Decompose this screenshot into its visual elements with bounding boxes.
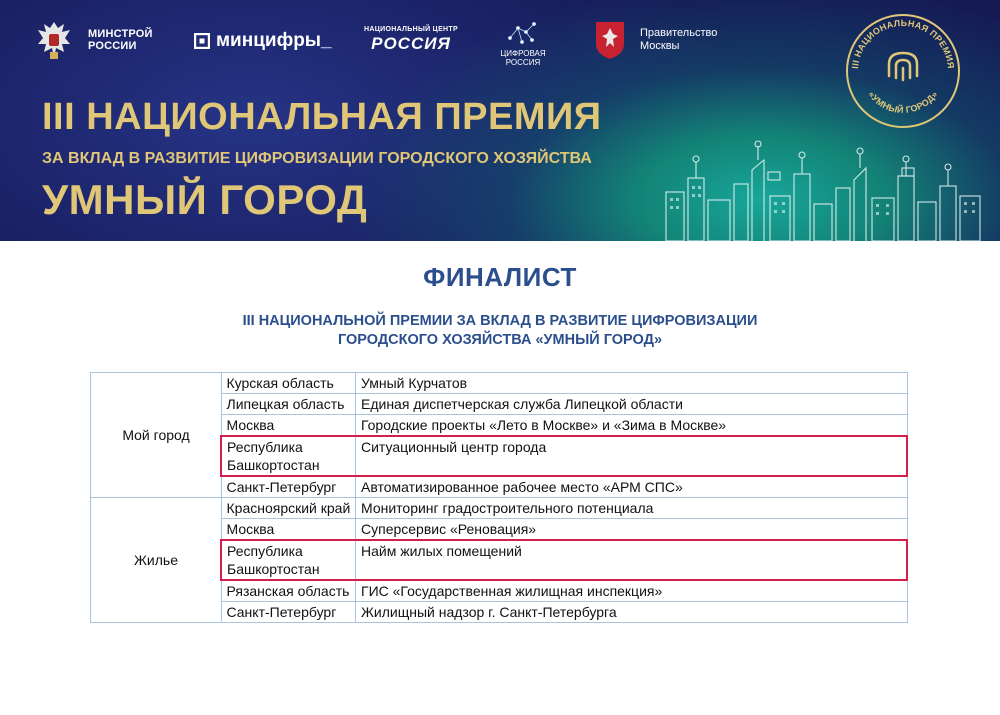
project-cell: Единая диспетчерская служба Липецкой области (356, 394, 908, 415)
table-row (91, 498, 908, 519)
coat-of-arms-icon (34, 18, 74, 62)
region-cell: Липецкая область (221, 394, 356, 415)
banner-subtitle: ЗА ВКЛАД В РАЗВИТИЕ ЦИФРОВИЗАЦИИ ГОРОДСКОГО ХОЗЯЙСТВА (42, 150, 592, 167)
project-cell: Ситуационный центр города (356, 436, 908, 476)
mincifry-mark-icon (194, 33, 210, 49)
moscow-shield-icon (594, 20, 626, 60)
cityscape-illustration-icon (660, 140, 1000, 241)
moscow-text: Правительство Москвы (640, 27, 718, 52)
rossiya-small-text: НАЦИОНАЛЬНЫЙ ЦЕНТР (364, 26, 458, 33)
region-cell: Рязанская область (221, 580, 356, 602)
finalists-table (90, 372, 908, 623)
medal-bottom-text: «УМНЫЙ ГОРОД» (866, 89, 940, 116)
region-cell: Москва (221, 415, 356, 437)
award-banner (0, 0, 1000, 241)
constellation-icon (506, 20, 540, 46)
rossiya-big-text: РОССИЯ (371, 34, 451, 53)
cifrovaya-rossiya-logo (493, 20, 553, 67)
svg-text:III НАЦИОНАЛЬНАЯ ПРЕМИЯ (850, 18, 956, 69)
category-cell: Мой город (91, 373, 222, 498)
cifrovaya-text: ЦИФРОВАЯ РОССИЯ (500, 49, 546, 67)
region-cell: Республика Башкортостан (221, 436, 356, 476)
minstroy-logo (34, 18, 153, 62)
moscow-government-logo (594, 20, 717, 60)
svg-text:«УМНЫЙ ГОРОД» (866, 89, 939, 115)
project-cell: Жилищный надзор г. Санкт-Петербурга (356, 602, 908, 623)
table-row (91, 373, 908, 394)
minstroy-text: МИНСТРОЙ РОССИИ (88, 28, 153, 52)
rossiya-center-logo (361, 26, 461, 54)
banner-city-title: УМНЫЙ ГОРОД (42, 176, 368, 223)
project-cell: Найм жилых помещений (356, 540, 908, 580)
project-cell: ГИС «Государственная жилищная инспекция» (356, 580, 908, 602)
project-cell: Городские проекты «Лето в Москве» и «Зима в Москве» (356, 415, 908, 437)
project-cell: Мониторинг градостроительного потенциала (356, 498, 908, 519)
mincifry-logo (194, 30, 332, 52)
project-cell: Суперсервис «Реновация» (356, 519, 908, 541)
region-cell: Курская область (221, 373, 356, 394)
subheading-line-2: ГОРОДСКОГО ХОЗЯЙСТВА «УМНЫЙ ГОРОД» (337, 332, 663, 348)
finalist-heading: ФИНАЛИСТ (423, 262, 577, 292)
project-cell: Умный Курчатов (356, 373, 908, 394)
region-cell: Республика Башкортостан (221, 540, 356, 580)
category-cell: Жилье (91, 498, 222, 623)
region-cell: Санкт-Петербург (221, 476, 356, 498)
region-cell: Красноярский край (221, 498, 356, 519)
award-medal-icon (842, 10, 964, 132)
medal-top-text: III НАЦИОНАЛЬНАЯ ПРЕМИЯ (850, 17, 957, 70)
mincifry-text: минцифры_ (216, 30, 332, 51)
finalist-subheading (0, 312, 1000, 350)
region-cell: Санкт-Петербург (221, 602, 356, 623)
subheading-line-1: III НАЦИОНАЛЬНОЙ ПРЕМИИ ЗА ВКЛАД В РАЗВИТИЕ ЦИФРОВИЗАЦИИ (242, 313, 758, 329)
banner-title: III НАЦИОНАЛЬНАЯ ПРЕМИЯ (42, 96, 602, 138)
project-cell: Автоматизированное рабочее место «АРМ СПС» (356, 476, 908, 498)
region-cell: Москва (221, 519, 356, 541)
